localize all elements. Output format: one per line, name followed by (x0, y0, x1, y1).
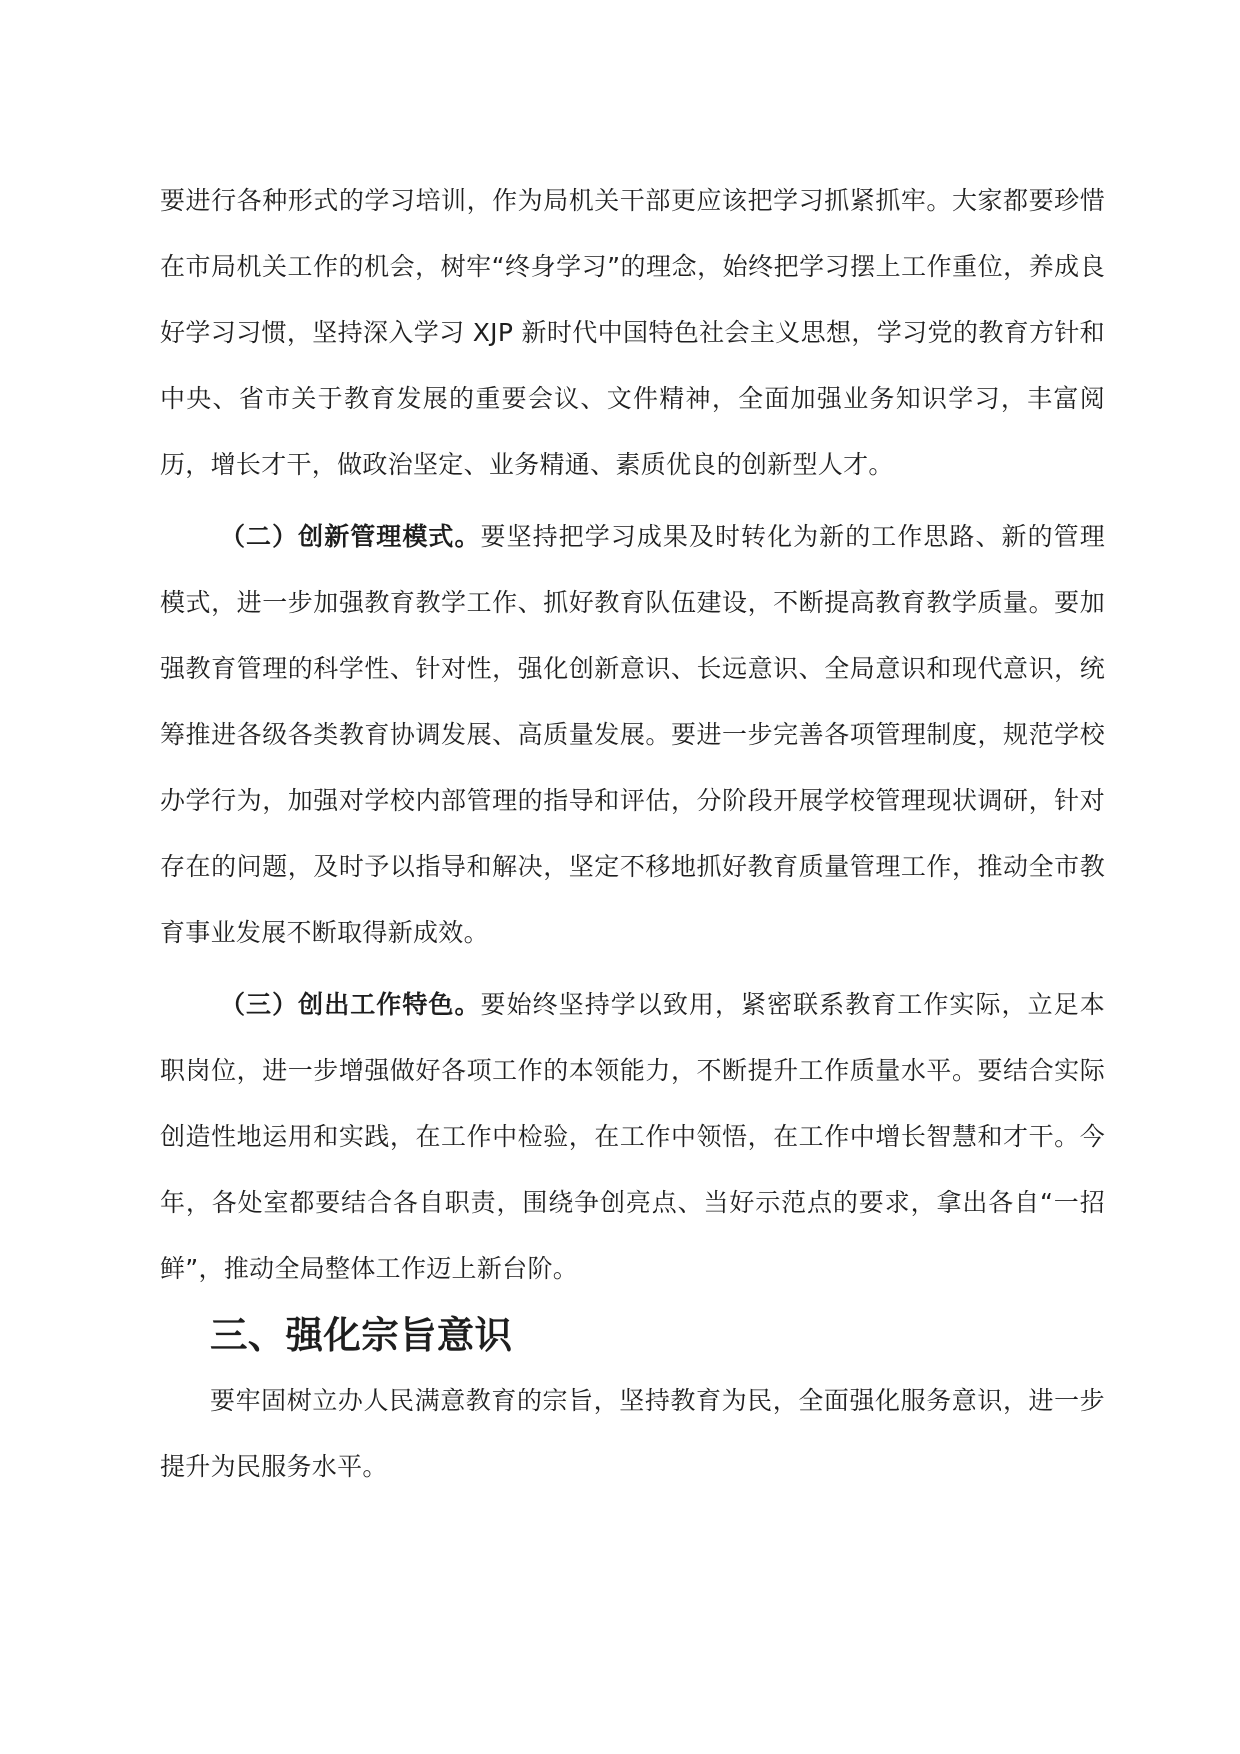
paragraph-service-purpose: 要牢固树立办人民满意教育的宗旨，坚持教育为民，全面强化服务意识，进一步提升为民服务水平。 (160, 1386, 1105, 1481)
paragraph-body-work-characteristics: 要始终坚持学以致用，紧密联系教育工作实际，立足本职岗位，进一步增强做好各项工作的本领能力，不断提升工作质量水平。要结合实际创造性地运用和实践，在工作中检验，在工作中领悟，在工作中增长智慧和才干。今年，各处室都要结合各自职责，围绕争创亮点、当好示范点的要求，拿出各自“一招鲜”，推动全局整体工作迈上新台阶。 (160, 990, 1105, 1283)
paragraph-lead-innovate-management: （二）创新管理模式。 (220, 522, 481, 551)
paragraph-learning-continuation: 要进行各种形式的学习培训，作为局机关干部更应该把学习抓紧抓牢。大家都要珍惜在市局机关工作的机会，树牢“终身学习”的理念，始终把学习摆上工作重位，养成良好学习习惯，坚持深入学习 XJP 新时代中国特色社会主义思想，学习党的教育方针和中央、省市关于教育发展的重要会议、文件精神，全面加强业务知识学习，丰富阅历，增长才干，做政治坚定、业务精通、素质优良的创新型人才。 (160, 186, 1105, 479)
paragraph-innovate-management (160, 504, 1105, 966)
paragraph-body-innovate-management: 要坚持把学习成果及时转化为新的工作思路、新的管理模式，进一步加强教育教学工作、抓好教育队伍建设，不断提高教育教学质量。要加强教育管理的科学性、针对性，强化创新意识、长远意识、全局意识和现代意识，统筹推进各级各类教育协调发展、高质量发展。要进一步完善各项管理制度，规范学校办学行为，加强对学校内部管理的指导和评估，分阶段开展学校管理现状调研，针对存在的问题，及时予以指导和解决，坚定不移地抓好教育质量管理工作，推动全市教育事业发展不断取得新成效。 (160, 522, 1105, 947)
section-heading: 三、强化宗旨意识 (210, 1313, 513, 1357)
paragraph-lead-work-characteristics: （三）创出工作特色。 (220, 990, 481, 1019)
document-body (160, 168, 1105, 1500)
paragraph-work-characteristics (160, 972, 1105, 1302)
